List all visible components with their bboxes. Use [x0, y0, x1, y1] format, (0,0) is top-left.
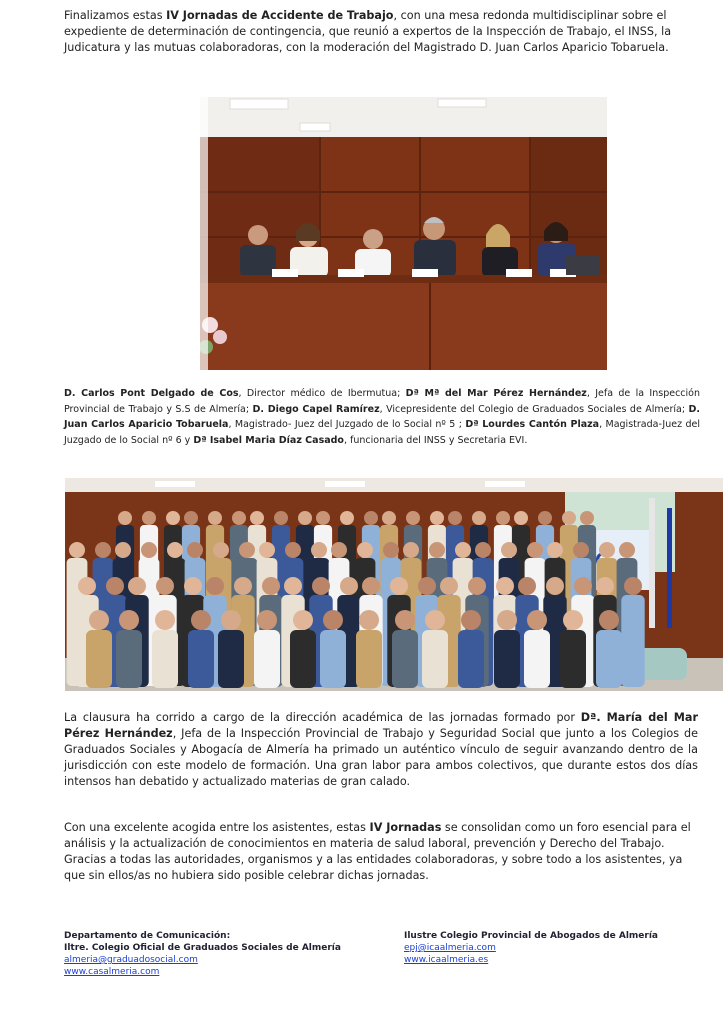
graduados-email-link[interactable]: almeria@graduadosocial.com	[64, 955, 198, 965]
intro-paragraph: Finalizamos estas IV Jornadas de Accidente de Trabajo, con una mesa redonda multidisciplinar sobre el expediente de determinación de contingencia, que reunió a expertos de la Inspección de Trabajo, el INSS, la Judicatura y las mutuas colaboradoras, con la moderación del Magistrado D. Juan Carlos Aparicio Tobaruela.	[64, 9, 672, 54]
footer-graduados	[64, 930, 364, 978]
footer-abogados	[404, 930, 704, 966]
round-table-photo	[200, 97, 607, 370]
footer-abogados-name: Ilustre Colegio Provincial de Abogados de Almería	[404, 931, 658, 941]
photo-caption: D. Carlos Pont Delgado de Cos, Director médico de Ibermutua; Dª Mª del Mar Pérez Hernández, Jefa de la Inspección Provincial de Trabajo y S.S de Almería; D. Diego Capel Ramírez, Vicepresidente del Colegio de Graduados Sociales de Almería; D. Juan Carlos Aparicio Tobaruela, Magistrado- Juez del Juzgado de lo Social nº 5 ; Dª Lourdes Cantón Plaza, Magistrada-Juez del Juzgado de lo Social nº 6 y Dª Isabel Maria Díaz Casado, funcionaria del INSS y Secretaria EVI.	[64, 388, 701, 446]
graduados-web-link[interactable]: www.casalmeria.com	[64, 967, 160, 977]
footer-department: Departamento de Comunicación:	[64, 931, 231, 941]
abogados-email-link[interactable]: epj@icaalmeria.com	[404, 943, 496, 953]
final-paragraph: Con una excelente acogida entre los asistentes, estas IV Jornadas se consolidan como un foro esencial para el análisis y la actualización de conocimientos en materia de salud laboral, prevención y Derecho del Trabajo. Gracias a todas las autoridades, organismos y a las entidades colaboradoras, y sobre todo a los asistentes, ya que sin ellos/as no hubiera sido posible celebrar dichas jornadas.	[64, 821, 691, 882]
closing-paragraph: La clausura ha corrido a cargo de la dirección académica de las jornadas formado por Dª. María del Mar Pérez Hernández, Jefa de la Inspección Provincial de Trabajo y Seguridad Social que junto a los Colegios de Graduados Sociales y Abogacía de Almería ha primado un auténtico vínculo de seguir avanzando dentro de la jurisdicción con este modelo de formación. Una gran labor para ambos colectivos, que durante estos dos días intensos han debatido y actualizado materias de gran calado.	[64, 711, 698, 788]
abogados-web-link[interactable]: www.icaalmeria.es	[404, 955, 489, 965]
group-photo	[65, 478, 723, 691]
footer-college-name: Iltre. Colegio Oficial de Graduados Sociales de Almería	[64, 943, 341, 953]
